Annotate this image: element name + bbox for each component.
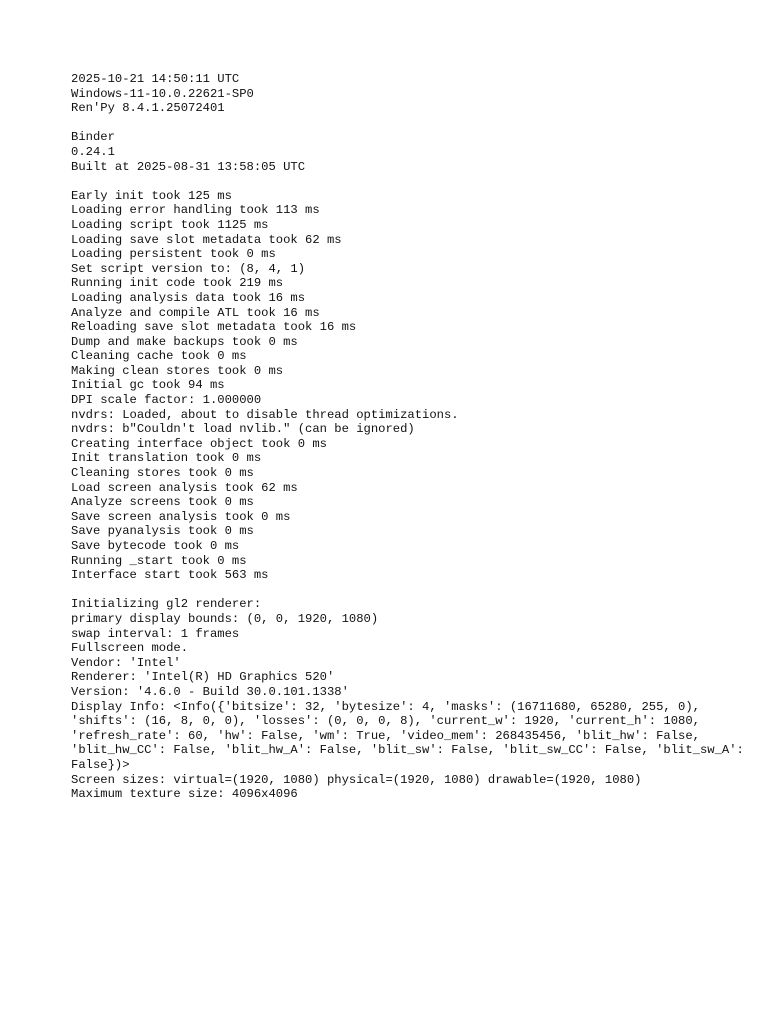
log-line: Running init code took 219 ms — [71, 276, 284, 291]
log-line: Vendor: 'Intel' — [71, 655, 181, 670]
timestamp-line: 2025-10-21 14:50:11 UTC — [71, 72, 240, 86]
log-line: Screen sizes: virtual=(1920, 1080) physical=(1920, 1080) drawable=(1920, 1080) — [71, 772, 642, 787]
log-line: Early init took 125 ms — [71, 188, 232, 203]
log-line: Analyze screens took 0 ms — [71, 495, 254, 510]
log-line: Making clean stores took 0 ms — [71, 363, 284, 378]
log-line: Reloading save slot metadata took 16 ms — [71, 320, 357, 335]
display-info-line: Display Info: <Info({'bitsize': 32, 'bytesize': 4, 'masks': (16711680, 65280, 255, 0), 'shifts': (16, 8, 0, 0), 'losses': (0, 0, 0, 8), 'current_w': 1920, 'current_h': 1080, 'refresh_rate': 60, 'hw': False, 'wm': True, 'video_mem': 268435456, 'blit_hw': False, 'blit_hw_CC': False, 'blit_hw_A': False, 'blit_sw': False, 'blit_sw_CC': False, 'blit_sw_A': False})> — [71, 699, 752, 772]
log-line: Loading error handling took 113 ms — [71, 203, 320, 218]
log-line: Maximum texture size: 4096x4096 — [71, 787, 298, 802]
log-line: Loading script took 1125 ms — [71, 217, 269, 232]
log-line: Initial gc took 94 ms — [71, 378, 225, 393]
log-line: Save pyanalysis took 0 ms — [71, 524, 254, 539]
log-line: Initializing gl2 renderer: — [71, 597, 262, 612]
log-line: Analyze and compile ATL took 16 ms — [71, 305, 320, 320]
init-timings-block — [71, 189, 751, 583]
log-line: DPI scale factor: 1.000000 — [71, 393, 262, 408]
log-line: Creating interface object took 0 ms — [71, 436, 327, 451]
game-name-line: Binder — [71, 130, 115, 145]
renderer-info-block — [71, 597, 751, 801]
log-line: swap interval: 1 frames — [71, 626, 240, 641]
build-date-line: Built at 2025-08-31 13:58:05 UTC — [71, 159, 306, 174]
log-line: Dump and make backups took 0 ms — [71, 334, 298, 349]
game-info-block — [71, 130, 751, 174]
log-line: Loading persistent took 0 ms — [71, 247, 276, 262]
log-line: Cleaning stores took 0 ms — [71, 466, 254, 481]
log-line: Running _start took 0 ms — [71, 553, 247, 568]
log-line: Interface start took 563 ms — [71, 568, 269, 583]
log-line: Set script version to: (8, 4, 1) — [71, 261, 306, 276]
log-line: primary display bounds: (0, 0, 1920, 1080) — [71, 611, 379, 626]
log-line: Loading save slot metadata took 62 ms — [71, 232, 342, 247]
os-version-line: Windows-11-10.0.22621-SP0 — [71, 86, 254, 101]
game-version-line: 0.24.1 — [71, 144, 115, 159]
log-line: Load screen analysis took 62 ms — [71, 480, 298, 495]
log-line: Save screen analysis took 0 ms — [71, 509, 291, 524]
renpy-version-line: Ren'Py 8.4.1.25072401 — [71, 101, 225, 116]
log-line: nvdrs: Loaded, about to disable thread optimizations. — [71, 407, 459, 422]
log-line: Save bytecode took 0 ms — [71, 539, 240, 553]
log-line: Version: '4.6.0 - Build 30.0.101.1338' — [71, 684, 349, 699]
log-line: nvdrs: b"Couldn't load nvlib." (can be ignored) — [71, 422, 415, 437]
log-line: Loading analysis data took 16 ms — [71, 290, 306, 305]
log-line: Fullscreen mode. — [71, 641, 189, 656]
log-line: Init translation took 0 ms — [71, 451, 262, 466]
log-document — [71, 72, 751, 802]
log-line: Renderer: 'Intel(R) HD Graphics 520' — [71, 670, 335, 685]
log-line: Cleaning cache took 0 ms — [71, 349, 247, 364]
header-block — [71, 72, 751, 116]
